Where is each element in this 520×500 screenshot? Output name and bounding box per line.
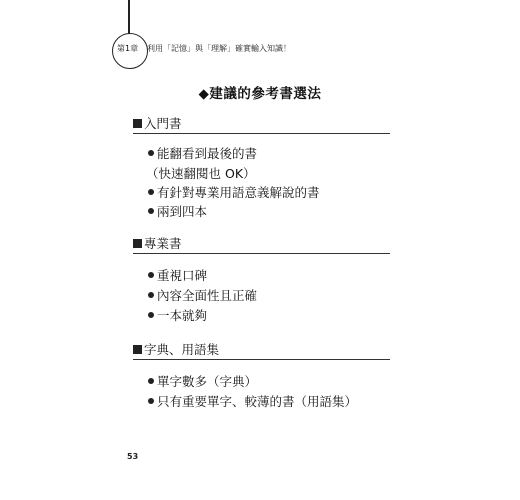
section-heading-specialist-books bbox=[133, 236, 390, 254]
list-item bbox=[148, 374, 257, 390]
bullet-icon bbox=[148, 189, 154, 195]
page-number: 53 bbox=[127, 452, 139, 461]
section-heading-label: 專業書 bbox=[144, 236, 182, 251]
bullet-icon bbox=[148, 150, 154, 156]
square-bullet-icon bbox=[133, 239, 142, 248]
list-item bbox=[148, 185, 320, 201]
list-item-text: 有針對專業用語意義解說的書 bbox=[157, 185, 320, 200]
list-item-text: 一本就夠 bbox=[157, 308, 208, 323]
list-item-text: 兩到四本 bbox=[157, 204, 208, 219]
bullet-icon bbox=[148, 272, 154, 278]
section-heading-dictionaries bbox=[133, 342, 390, 360]
bullet-icon bbox=[148, 398, 154, 404]
list-item-text: 內容全面性且正確 bbox=[157, 288, 258, 303]
section-heading-label: 入門書 bbox=[144, 116, 182, 131]
list-item-text: 能翻看到最後的書 bbox=[157, 146, 258, 161]
page-title: ◆建議的參考書選法 bbox=[198, 86, 322, 102]
running-header: 利用「記憶」與「理解」確實輸入知識！ bbox=[147, 44, 291, 53]
bullet-icon bbox=[148, 292, 154, 298]
list-item bbox=[148, 394, 357, 410]
bullet-icon bbox=[148, 378, 154, 384]
list-item bbox=[148, 268, 207, 284]
bullet-icon bbox=[148, 312, 154, 318]
square-bullet-icon bbox=[133, 345, 142, 354]
list-item bbox=[148, 308, 207, 324]
bullet-icon bbox=[148, 208, 154, 214]
list-item-text: 重視口碑 bbox=[157, 268, 208, 283]
square-bullet-icon bbox=[133, 119, 142, 128]
list-item-note bbox=[146, 166, 256, 182]
chapter-tag: 第1章 bbox=[117, 44, 139, 53]
section-heading-label: 字典、用語集 bbox=[144, 342, 220, 357]
list-item bbox=[148, 146, 257, 162]
list-item-text: 單字數多（字典） bbox=[157, 374, 258, 389]
list-item bbox=[148, 288, 257, 304]
list-item-text: 只有重要單字、較薄的書（用語集） bbox=[157, 394, 358, 409]
section-heading-intro-books bbox=[133, 116, 390, 134]
list-item bbox=[148, 204, 207, 220]
list-item-text: （快速翻閱也 OK） bbox=[146, 166, 256, 181]
